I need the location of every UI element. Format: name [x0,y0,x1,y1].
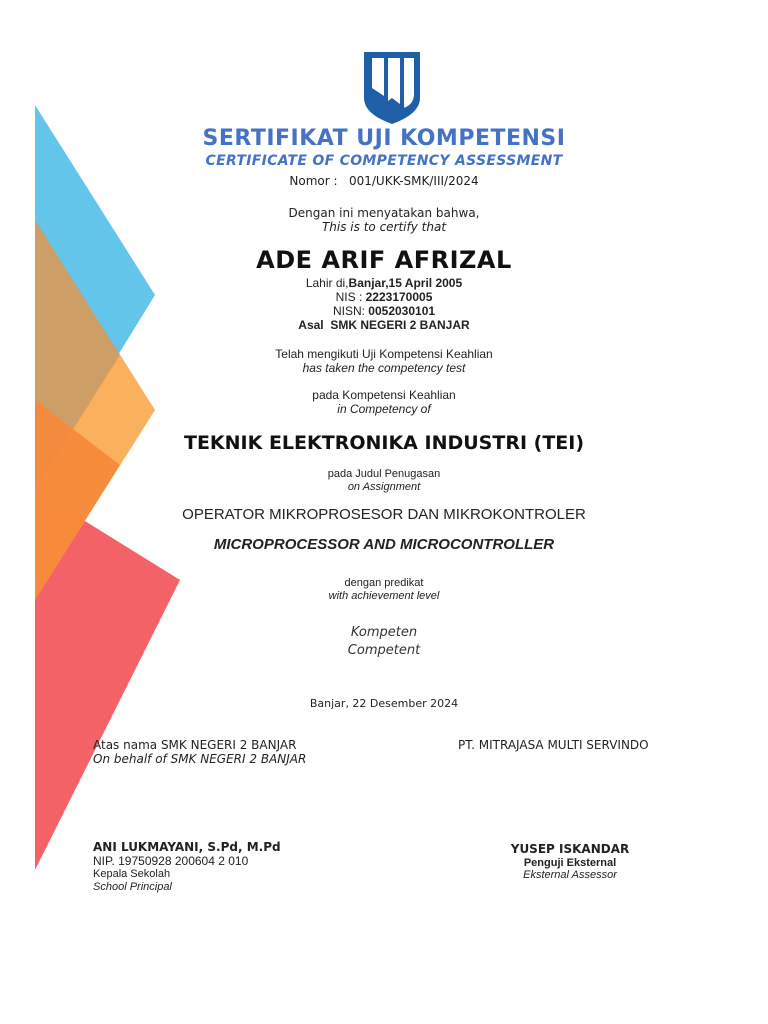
nisn-value: 0052030101 [368,304,436,318]
place-date: Banjar, 22 Desember 2024 [309,697,459,710]
school-logo-icon [362,48,422,126]
competency-line-id: pada Kompetensi Keahlian [312,388,456,402]
predicate-value-en: Competent [347,643,421,658]
assignment-line-id: pada Judul Penugasan [327,468,441,480]
left-signatory-role-en: School Principal [93,881,172,893]
recipient-name: ADE ARIF AFRIZAL [256,246,512,274]
assignment-line-en: on Assignment [347,481,421,493]
predicate-line-id: dengan predikat [344,577,424,589]
test-line-id: Telah mengikuti Uji Kompetensi Keahlian [275,347,493,361]
assignment-title-en: MICROPROCESSOR AND MICROCONTROLLER [213,536,555,553]
left-signatory-nip: NIP. 19750928 200604 2 010 [93,854,249,868]
left-signatory-role-id: Kepala Sekolah [93,868,171,880]
right-signatory-role-id: Penguji Eksternal [523,857,617,869]
number-label: Nomor : [289,174,338,188]
assignment-title-id: OPERATOR MIKROPROSESOR DAN MIKROKONTROLER [182,506,586,523]
left-org-id: Atas nama SMK NEGERI 2 BANJAR [93,738,297,752]
competency-name: TEKNIK ELEKTRONIKA INDUSTRI (TEI) [183,432,585,454]
right-signatory-role-en: Eksternal Assessor [523,869,617,881]
certificate-title: SERTIFIKAT UJI KOMPETENSI [202,126,566,151]
certify-line-id: Dengan ini menyatakan bahwa, [288,206,480,220]
nisn-label: NISN: [332,304,365,318]
birth-value: Banjar,15 April 2005 [348,276,463,290]
nis-value: 2223170005 [365,290,433,304]
predicate-line-en: with achievement level [328,590,440,602]
competency-line-en: in Competency of [337,402,431,416]
test-line-en: has taken the competency test [302,361,466,375]
certificate-subtitle: CERTIFICATE OF COMPETENCY ASSESSMENT [205,153,563,169]
birth-label: Lahir di, [305,276,349,290]
nis-label: NIS : [335,290,363,304]
right-signatory-name: YUSEP ISKANDAR [510,842,630,856]
nis-info [0,290,768,304]
predicate-value-id: Kompeten [350,625,418,640]
certify-line-en: This is to certify that [321,220,447,234]
right-org: PT. MITRAJASA MULTI SERVINDO [458,738,649,752]
nisn-info [0,304,768,318]
certificate-number [0,174,768,188]
school-info [0,318,768,332]
left-signatory-name: ANI LUKMAYANI, S.Pd, M.Pd [93,840,281,854]
number-value: 001/UKK-SMK/III/2024 [348,174,479,188]
left-org-en: On behalf of SMK NEGERI 2 BANJAR [93,752,307,766]
school-label: Asal [298,318,324,332]
birth-info [0,276,768,290]
school-value: SMK NEGERI 2 BANJAR [330,318,470,332]
